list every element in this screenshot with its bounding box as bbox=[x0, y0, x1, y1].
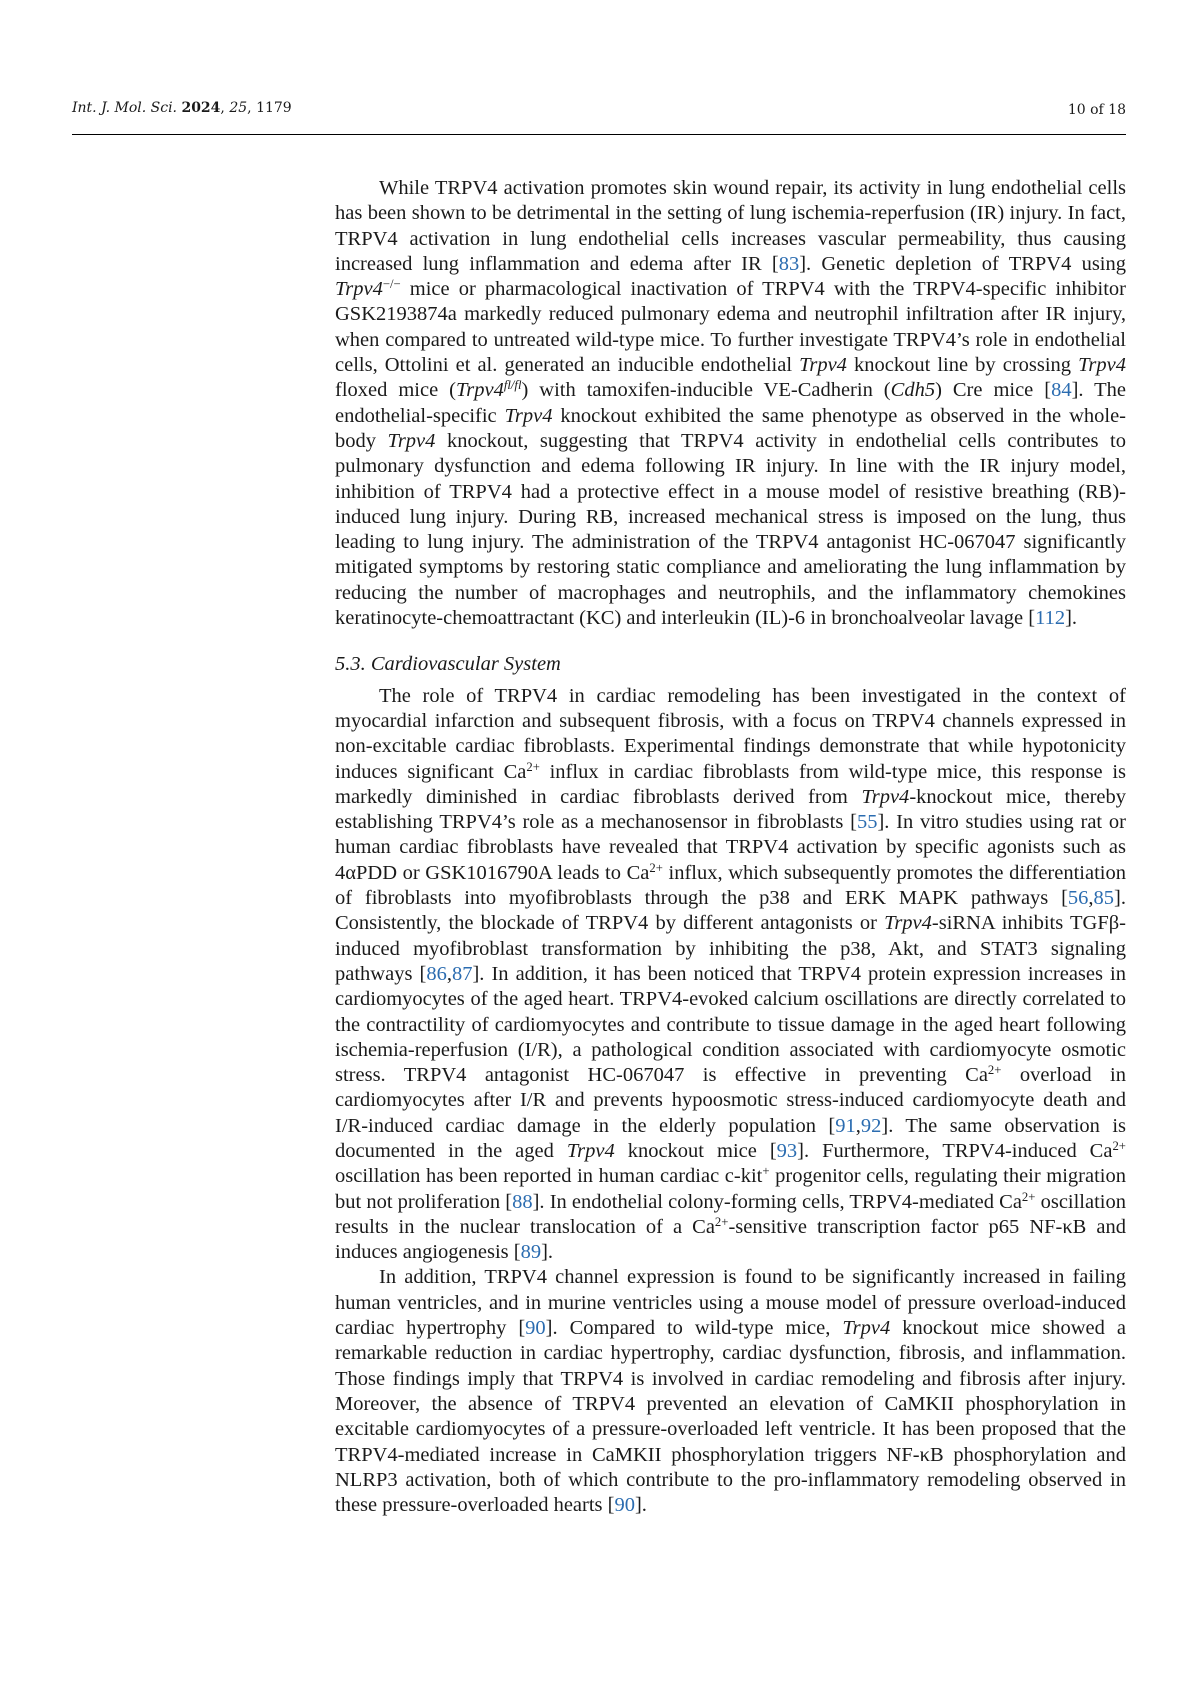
paragraph-lung-ir: While TRPV4 activation promotes skin wound repair, its activity in lung endothelial cells has been shown to be detrimental in the setting of lung ischemia-reperfusion (IR) injury. In fact, TRPV4 activation in lung endothelial cells increases vascular permeability, thus causing increased lung inflammation and edema after IR [83]. Genetic depletion of TRPV4 using Trpv4−/− mice or pharmacological inactivation of TRPV4 with the TRPV4-specific inhibitor GSK2193874a markedly reduced pulmonary edema and neutrophil infiltration after IR injury, when compared to untreated wild-type mice. To further investigate TRPV4’s role in endothelial cells, Ottolini et al. generated an inducible endothelial Trpv4 knockout line by crossing Trpv4 floxed mice $(Trpv4^{fl/fl})$ with tamoxifen-inducible VE-Cadherin (Cdh5) Cre mice [84]. The endothelial-specific Trpv4 knockout exhibited the same phenotype as observed in the whole-body Trpv4 knockout, suggesting that TRPV4 activity in endothelial cells contributes to pulmonary dysfunction and edema following IR injury. In line with the IR injury model, inhibition of TRPV4 had a protective effect in a mouse model of resistive breathing (RB)-induced lung injury. During RB, increased mechanical stress is imposed on the lung, thus leading to lung injury. The administration of the TRPV4 antagonist HC-067047 significantly mitigated symptoms by restoring static compliance and ameliorating the lung inflammation by reducing the number of macrophages and neutrophils, and the inflammatory chemokines keratinocyte-chemoattractant (KC) and interleukin (IL)-6 in bronchoalveolar lavage [112]. bbox=[335, 177, 1127, 630]
paragraph-cardiac-remodeling: The role of TRPV4 in cardiac remodeling has been investigated in the context of myocardial infarction and subsequent fibrosis, with a focus on TRPV4 channels expressed in non-excitable cardiac fibroblasts. Experimental findings demonstrate that while hypotonicity induces significant $Ca^{2+}$ influx in cardiac fibroblasts from wild-type mice, this response is markedly diminished in cardiac fibroblasts derived from Trpv4-knockout mice, thereby establishing TRPV4’s role as a mechanosensor in fibroblasts [55]. In vitro studies using rat or human cardiac fibroblasts have revealed that TRPV4 activation by specific agonists such as 4αPDD or GSK1016790A leads to $Ca^{2+}$ influx, which subsequently promotes the differentiation of fibroblasts into myofibroblasts through the p38 and ERK MAPK pathways [56,85]. Consistently, the blockade of TRPV4 by different antagonists or Trpv4-siRNA inhibits TGFβ-induced myofibroblast transformation by inhibiting the p38, Akt, and STAT3 signaling pathways [86,87]. In addition, it has been noticed that TRPV4 protein expression increases in cardiomyocytes of the aged heart. TRPV4-evoked calcium oscillations are directly correlated to the contractility of cardiomyocytes and contribute to tissue damage in the aged heart following ischemia-reperfusion (I/R), a pathological condition associated with cardiomyocyte osmotic stress. TRPV4 antagonist HC-067047 is effective in preventing $Ca^{2+}$ overload in cardiomyocytes after I/R and prevents hypoosmotic stress-induced cardiomyocyte death and I/R-induced cardiac damage in the elderly population [91,92]. The same observation is documented in the aged Trpv4 knockout mice [93]. Furthermore, TRPV4-induced $Ca^{2+}$ oscillation has been reported in human cardiac c-kit+ progenitor cells, regulating their migration but not proliferation [88]. In endothelial colony-forming cells, TRPV4-mediated $Ca^{2+}$ oscillation results in the nuclear translocation of a $Ca^{2+}$-sensitive transcription factor p65 NF-κB and induces angiogenesis [89]. bbox=[335, 684, 1127, 1264]
journal-citation: Int. J. Mol. Sci. 2024, 25, 1179 bbox=[72, 100, 292, 116]
main-text bbox=[335, 176, 1126, 1518]
journal-volume: 25 bbox=[229, 100, 248, 116]
paragraph-ventricles: In addition, TRPV4 channel expression is found to be significantly increased in failing human ventricles, and in murine ventricles using a mouse model of pressure overload-induced cardiac hypertrophy [90]. Compared to wild-type mice, Trpv4 knockout mice showed a remarkable reduction in cardiac hypertrophy, cardiac dysfunction, fibrosis, and inflammation. Those findings imply that TRPV4 is involved in cardiac remodeling and fibrosis after injury. Moreover, the absence of TRPV4 prevented an elevation of CaMKII phosphorylation in excitable cardiomyocytes of a pressure-overloaded left ventricle. It has been proposed that the TRPV4-mediated increase in CaMKII phosphorylation triggers NF-κB phosphorylation and NLRP3 activation, both of which contribute to the pro-inflammatory remodeling observed in these pressure-overloaded hearts [90]. bbox=[335, 1266, 1126, 1517]
section-heading: 5.3. Cardiovascular System bbox=[335, 653, 561, 676]
article-number: 1179 bbox=[256, 100, 292, 116]
page-number: 10 of 18 bbox=[1067, 102, 1126, 118]
journal-year: 2024 bbox=[181, 100, 221, 116]
journal-name: Int. J. Mol. Sci. bbox=[72, 100, 177, 116]
page-header bbox=[72, 100, 1126, 135]
